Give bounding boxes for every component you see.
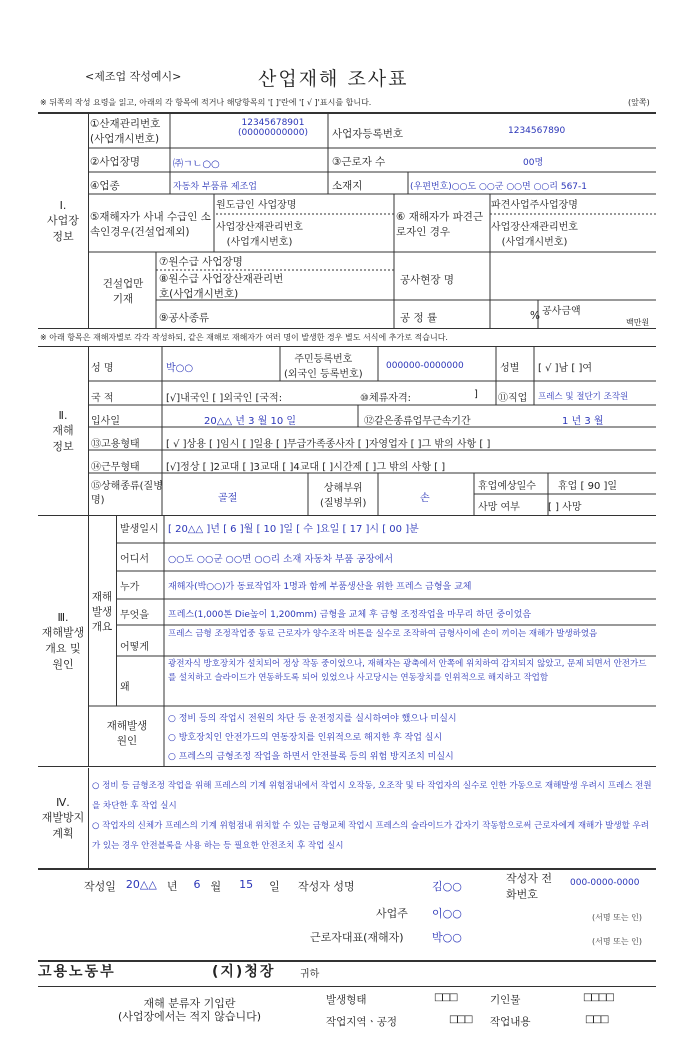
agent-boxes[interactable]: □□□□ xyxy=(583,992,613,1003)
month-unit: 월 xyxy=(210,880,222,893)
workers-label: ③근로자 수 xyxy=(332,156,386,168)
how-value: 프레스 금형 조정작업중 동료 근로자가 양수조작 버튼을 실수로 조작하여 금형사이에 손이 끼이는 재해가 발생하였음 xyxy=(168,629,598,639)
gender-label: 성별 xyxy=(500,363,520,374)
cause-label: 재해발생 원인 xyxy=(106,720,148,747)
footer-line xyxy=(38,986,656,987)
section-2-title: Ⅱ. 재해 정보 xyxy=(38,347,89,515)
footer-divider xyxy=(38,960,656,962)
where-value: ○○도 ○○군 ○○면 ○○리 소재 자동차 부품 공장에서 xyxy=(168,554,394,565)
orig-contractor-label: ⑦원수급 사업장명 xyxy=(159,256,243,268)
dispatch-biz-name-label: 파견사업주사업장명 xyxy=(491,200,578,211)
instruction-text: ※ 뒤쪽의 작성 요령을 읽고, 아래의 각 항목에 적거나 해당항목의 '[ ]'란에 '[ √ ]'표시를 합니다. xyxy=(40,98,372,107)
office-name: (지)청장 xyxy=(212,964,276,980)
plan-list xyxy=(92,776,654,856)
industry-value: 자동차 부품류 제조업 xyxy=(173,182,257,192)
mgmt-no-label: ①산재관리번호 (사업개시번호) xyxy=(90,118,161,145)
workers-value: 00명 xyxy=(523,158,544,168)
tenure-label: ⑫같은종류업무근속기간 xyxy=(364,416,471,427)
process-boxes[interactable]: □□□ xyxy=(449,1014,472,1025)
leave-value: 휴업 [ 90 ]일 xyxy=(558,481,618,492)
write-date xyxy=(84,878,280,894)
rep-sign-note: (서명 또는 인) xyxy=(592,937,642,946)
why-label: 왜 xyxy=(120,682,130,693)
section-3 xyxy=(38,516,656,767)
write-date-label: 작성일 xyxy=(84,880,116,893)
write-year: 20△△ xyxy=(125,878,157,891)
industry-label: ④업종 xyxy=(90,180,120,192)
writer-value: 김○○ xyxy=(432,880,462,893)
phone-value: 000-0000-0000 xyxy=(570,878,640,888)
visa-end: ] xyxy=(474,389,478,400)
site-name-label: 공사현장 명 xyxy=(400,274,455,286)
biz-reg-value: 1234567890 xyxy=(508,126,566,136)
injury-value: 골절 xyxy=(218,493,238,504)
page-title: 산업재해 조사표 xyxy=(258,68,409,90)
day-unit: 일 xyxy=(269,880,280,893)
occurrence-type-boxes[interactable]: □□□ xyxy=(434,992,457,1003)
page-side: (앞쪽) xyxy=(628,98,650,107)
who-value: 재해자(박○○)가 동료작업자 1명과 함께 부품생산을 위한 프레스 금형을 교체 xyxy=(168,582,472,592)
leave-label: 휴업예상일수 xyxy=(478,481,536,492)
plan-item: ○ 작업자의 신체가 프레스의 기계 위험점내 위치할 수 있는 금형교체 작업시 프레스의 슬라이드가 갑자기 작동함으로써 근로자에게 재해가 발생할 우려가 있는 경우 안전블록을 사용 하는 등 필요한 안전조치 후 작업 실시 xyxy=(92,821,649,851)
owner-label: 사업주 xyxy=(376,907,408,920)
biz-name-value: ㈜ㄱㄴ○○ xyxy=(173,159,220,170)
rrn-value: 000000-0000000 xyxy=(386,361,464,371)
biz-reg-label: 사업자등록번호 xyxy=(332,128,404,140)
agent-label: 기인물 xyxy=(490,994,521,1006)
where-label: 어디서 xyxy=(120,554,149,565)
construction-label: 건설업만 기재 xyxy=(102,278,144,305)
percent-label: % xyxy=(530,310,540,322)
amount-label: 공사금액 xyxy=(542,306,581,317)
name-value: 박○○ xyxy=(166,363,194,374)
work-label: 작업내용 xyxy=(490,1016,531,1028)
overview-label: 재해 발생 개요 xyxy=(88,516,117,706)
nationality-value[interactable]: [√]내국인 [ ]외국인 [국적: xyxy=(166,393,283,404)
cause-item: ○ 프레스의 금형조정 작업을 하면서 안전블록 등의 위험 방지조치 미실시 xyxy=(168,752,454,762)
name-label: 성 명 xyxy=(91,363,114,374)
what-value: 프레스(1,000톤 Die높이 1,200mm) 금형을 교체 후 금형 조정작업을 마무리 하던 중이었음 xyxy=(168,610,532,620)
death-label: 사망 여부 xyxy=(478,502,520,513)
visa-label: ⑩체류자격: xyxy=(360,393,411,404)
gender-value[interactable]: [ √ ]남 [ ]여 xyxy=(538,363,593,374)
injury-label: ⑮상해종류(질병명) xyxy=(91,481,163,506)
when-label: 발생일시 xyxy=(120,524,159,535)
writer-label: 작성자 성명 xyxy=(298,880,355,893)
section-3-title: Ⅲ. 재해발생 개요 및 원인 xyxy=(38,516,89,766)
location-value: (우편번호)○○도 ○○군 ○○면 ○○리 567-1 xyxy=(410,182,587,192)
section-4 xyxy=(38,768,656,870)
employment-value[interactable]: [ √ ]상용 [ ]임시 [ ]일용 [ ]무급가족종사자 [ ]자영업자 [ ]그 밖의 사항 [ ] xyxy=(166,439,491,450)
job-label: ⑪직업 xyxy=(498,393,528,404)
rep-label: 근로자대표(재해자) xyxy=(310,931,404,944)
how-label: 어떻게 xyxy=(120,642,149,653)
example-label: <제조업 작성예시> xyxy=(85,70,182,83)
owner-value: 이○○ xyxy=(432,907,462,920)
section-1-grid xyxy=(38,114,656,328)
write-day: 15 xyxy=(239,878,254,891)
what-label: 무엇을 xyxy=(120,610,149,621)
owner-sign-note: (서명 또는 인) xyxy=(592,913,642,922)
section-3-grid xyxy=(38,516,656,766)
write-month: 6 xyxy=(193,878,201,891)
nationality-label: 국 적 xyxy=(91,393,114,404)
dispatch-mgmt-no-label: 사업장산재관리번호 (사업개시번호) xyxy=(491,222,578,248)
addressee: 귀하 xyxy=(300,969,320,980)
note-2: ※ 아래 항목은 재해자별로 각각 작성하되, 같은 재해로 재해자가 여러 명이 발생한 경우 별도 서식에 추가로 적습니다. xyxy=(40,333,448,342)
mgmt-no-value: 12345678901 (00000000000) xyxy=(237,118,308,138)
section-1 xyxy=(38,112,656,329)
when-value: [ 20△△ ]년 [ 6 ]월 [ 10 ]일 [ 수 ]요일 [ 17 ]시 [ 00 ]분 xyxy=(168,524,419,535)
classifier-label: 재해 분류자 기입란 (사업장에서는 적지 않습니다) xyxy=(118,997,262,1023)
occurrence-type-label: 발생형태 xyxy=(326,994,367,1006)
part-value: 손 xyxy=(420,493,430,504)
cause-item: ○ 정비 등의 작업시 전원의 차단 등 운전정지를 실시하여야 했으나 미실시 xyxy=(168,714,457,724)
section-4-title: Ⅳ. 재발방지 계획 xyxy=(38,768,89,868)
who-label: 누가 xyxy=(120,582,140,593)
shift-value[interactable]: [√]정상 [ ]2교대 [ ]3교대 [ ]4교대 [ ]시간제 [ ]그 밖의 사항 [ ] xyxy=(166,462,446,473)
process-label: 작업지역ㆍ공정 xyxy=(326,1016,398,1028)
prime-biz-name-label: 원도급인 사업장명 xyxy=(216,200,297,211)
death-value[interactable]: [ ] 사망 xyxy=(548,502,582,513)
tenure-value: 1 년 3 월 xyxy=(562,416,604,427)
part-label: 상해부위 (질병부위) xyxy=(320,483,367,509)
section-2 xyxy=(38,346,656,516)
hire-value: 20△△ 년 3 월 10 일 xyxy=(204,416,297,427)
ministry-name: 고용노동부 xyxy=(38,964,116,980)
plan-item: ○ 정비 등 금형조정 작업을 위해 프레스의 기계 위험점내에서 작업시 오작동, 오조작 및 타 작업자의 실수로 인한 가동으로 재해발생 우려시 프레스 전원을 차단한 후 작업 실시 xyxy=(92,781,652,811)
dispatch-label: ⑥ 재해자가 파견근로자인 경우 xyxy=(396,211,484,238)
biz-name-label: ②사업장명 xyxy=(90,156,140,168)
job-value: 프레스 및 절단기 조작원 xyxy=(538,392,629,402)
year-unit: 년 xyxy=(166,880,178,893)
cause-item: ○ 방호장치인 안전가드의 연동장치를 인위적으로 해지한 후 작업 실시 xyxy=(168,733,443,743)
work-type-label: ⑨공사종류 xyxy=(159,312,209,324)
location-label: 소재지 xyxy=(332,180,363,192)
shift-label: ⑭근무형태 xyxy=(91,462,140,473)
orig-mgmt-no-label: ⑧원수급 사업장산재관리번호(사업개시번호) xyxy=(159,273,284,300)
progress-label: 공 정 률 xyxy=(400,312,438,324)
rrn-label: 주민등록번호 (외국인 등록번호) xyxy=(284,354,363,380)
work-boxes[interactable]: □□□ xyxy=(585,1014,608,1025)
rep-value: 박○○ xyxy=(432,931,462,944)
sub-contract-label: ⑤재해자가 사내 수급인 소속인경우(건설업제외) xyxy=(90,211,211,238)
employment-label: ⑬고용형태 xyxy=(91,439,140,450)
amount-unit: 백만원 xyxy=(626,318,650,327)
section-2-grid xyxy=(38,347,656,515)
hire-label: 입사일 xyxy=(91,416,120,427)
phone-label: 작성자 전 화번호 xyxy=(506,872,553,901)
prime-mgmt-no-label: 사업장산재관리번호 (사업개시번호) xyxy=(216,222,303,248)
section-1-title: Ⅰ. 사업장 정보 xyxy=(38,114,89,328)
why-value: 광전자식 방호장치가 설치되어 정상 작동 중이었으나, 재해자는 광축에서 안쪽에 위치하여 감지되지 않았고, 문제 되면서 안전가드를 설치하고 슬라이드가 연동하도록 되어 있었으나 사고당시는 연동장치를 인위적으로 해지하고 작업함 xyxy=(168,659,647,683)
